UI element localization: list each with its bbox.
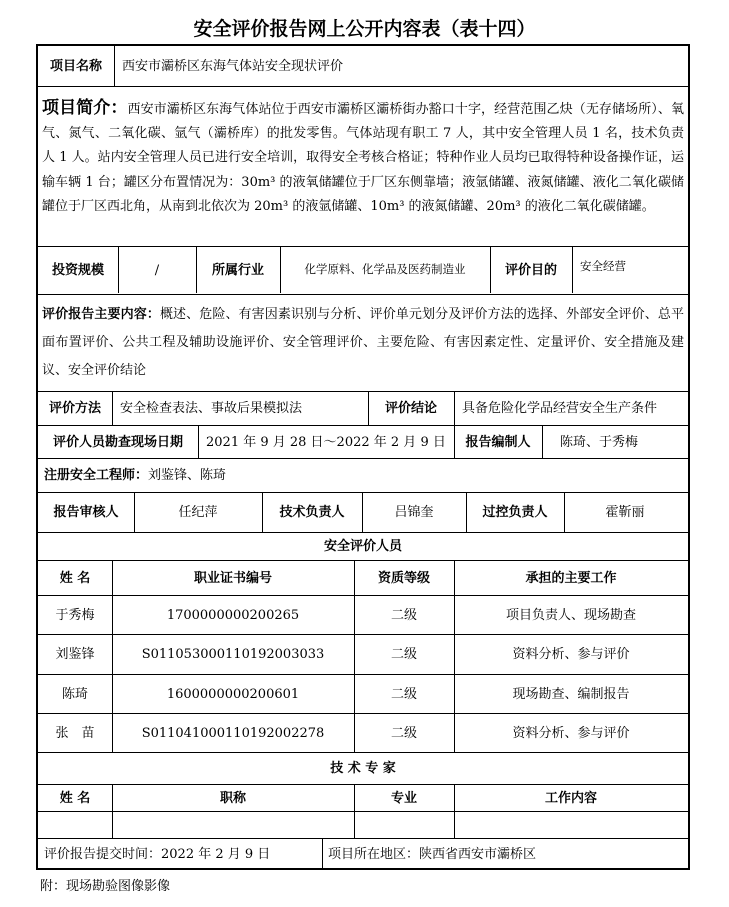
- engineers-value: 刘鉴锋、陈琦: [148, 468, 227, 483]
- project-intro-text: 西安市灞桥区东海气体站位于西安市灞桥区灞桥街办豁口十字，经营范围乙炔（无存储场所）、氧气、氮气、二氧化碳、氩气（灞桥库）的批发零售。气体站现有职工 7 人，其中安全管理人员 1 名，技术负责人 1 人。站内安全管理人员已进行安全培训，取得安全考核合格证；特种作业人员均已取得特种设备操作证，运输车辆 1 台；罐区分布置情况为：30m³ 的液氧储罐位于厂区东侧靠墙；液氩储罐、液氮储罐、液化二氧化碳储罐位于厂区西北角，从南到北依次为 20m³ 的液氩储罐、10m³ 的液氮储罐、20m³ 的液化二氧化碳储罐。: [42, 102, 684, 214]
- personnel-row-3-level: 二级: [390, 686, 417, 702]
- project-intro: [42, 96, 684, 219]
- personnel-row-3-cert: 1600000000200601: [166, 686, 300, 702]
- conclusion-value: 具备危险化学品经营安全生产条件: [462, 401, 658, 416]
- personnel-row-3-work: 现场勘查、编制报告: [512, 686, 630, 702]
- personnel-row-2-cert: S011053000110192003033: [141, 647, 325, 662]
- process-lead-value: 霍靳丽: [605, 505, 645, 520]
- document-title: 安全评价报告网上公开内容表（表十四）: [193, 18, 536, 40]
- industry-value: 化学原料、化学品及医药制造业: [304, 262, 466, 277]
- personnel-row-4-cert: S011041000110192002278: [141, 725, 325, 741]
- investment-label: 投资规模: [51, 262, 104, 278]
- experts-heading: 技 术 专 家: [330, 761, 396, 776]
- submit-time-label: 评价报告提交时间：: [44, 846, 162, 862]
- project-intro-label: 项目简介：: [42, 98, 128, 118]
- location-row: [322, 839, 686, 869]
- method-label: 评价方法: [48, 401, 101, 416]
- location-value: 陕西省西安市灞桥区: [419, 846, 537, 862]
- method-value: 安全检查表法、事故后果模拟法: [120, 401, 303, 416]
- personnel-row-4-work: 资料分析、参与评价: [512, 725, 630, 741]
- survey-date-label: 评价人员勘查现场日期: [52, 434, 183, 450]
- industry-label: 所属行业: [211, 262, 264, 278]
- purpose-label: 评价目的: [504, 262, 557, 278]
- compiler-label: 报告编制人: [465, 434, 531, 450]
- tech-lead-value: 吕锦奎: [394, 505, 434, 520]
- process-lead-label: 过控负责人: [482, 505, 548, 520]
- project-name-value: 西安市灞桥区东海气体站安全现状评价: [122, 58, 344, 74]
- experts-header-title: 职称: [219, 790, 246, 806]
- engineers-row: [38, 459, 686, 492]
- personnel-row-4-name: 张 苗: [55, 725, 95, 741]
- personnel-heading: 安全评价人员: [323, 539, 402, 554]
- experts-header-work: 工作内容: [544, 790, 597, 806]
- experts-header-major: 专业: [390, 790, 417, 806]
- attachment-note: 附：现场勘验图像影像: [40, 879, 171, 894]
- main-content-label: 评价报告主要内容：: [42, 307, 160, 322]
- project-name-label: 项目名称: [49, 58, 102, 74]
- compiler-value: 陈琦、于秀梅: [560, 434, 639, 450]
- personnel-row-1-work: 项目负责人、现场勘查: [505, 607, 636, 623]
- reviewer-value: 任纪萍: [178, 505, 218, 520]
- personnel-row-1-cert: 1700000000200265: [166, 607, 300, 623]
- purpose-value: 安全经营: [580, 259, 626, 274]
- engineers-label: 注册安全工程师：: [44, 468, 149, 483]
- main-content: [42, 301, 684, 385]
- personnel-header-name: 姓 名: [59, 570, 91, 586]
- personnel-row-4-level: 二级: [390, 725, 417, 741]
- survey-date-value: 2021 年 9 月 28 日～2022 年 2 月 9 日: [206, 434, 446, 450]
- personnel-header-cert: 职业证书编号: [193, 570, 272, 586]
- tech-lead-label: 技术负责人: [279, 505, 345, 520]
- investment-value: /: [154, 262, 160, 278]
- personnel-row-1-level: 二级: [390, 607, 417, 623]
- personnel-header-level: 资质等级: [377, 570, 430, 586]
- personnel-row-2-work: 资料分析、参与评价: [512, 647, 630, 662]
- personnel-row-2-name: 刘鉴锋: [55, 647, 95, 662]
- personnel-header-work: 承担的主要工作: [525, 570, 617, 586]
- submit-time-row: [38, 839, 322, 869]
- personnel-row-3-name: 陈琦: [61, 686, 88, 702]
- experts-header-name: 姓 名: [59, 790, 91, 806]
- conclusion-label: 评价结论: [384, 401, 437, 416]
- main-content-text: 概述、危险、有害因素识别与分析、评价单元划分及评价方法的选择、外部安全评价、总平面布置评价、公共工程及辅助设施评价、安全管理评价、主要危险、有害因素定性、定量评价、安全措施及建议、安全评价结论: [42, 307, 684, 378]
- location-label: 项目所在地区：: [328, 846, 420, 862]
- submit-time-value: 2022 年 2 月 9 日: [161, 846, 271, 862]
- personnel-row-2-level: 二级: [390, 647, 417, 662]
- personnel-row-1-name: 于秀梅: [55, 607, 95, 623]
- reviewer-label: 报告审核人: [53, 505, 119, 520]
